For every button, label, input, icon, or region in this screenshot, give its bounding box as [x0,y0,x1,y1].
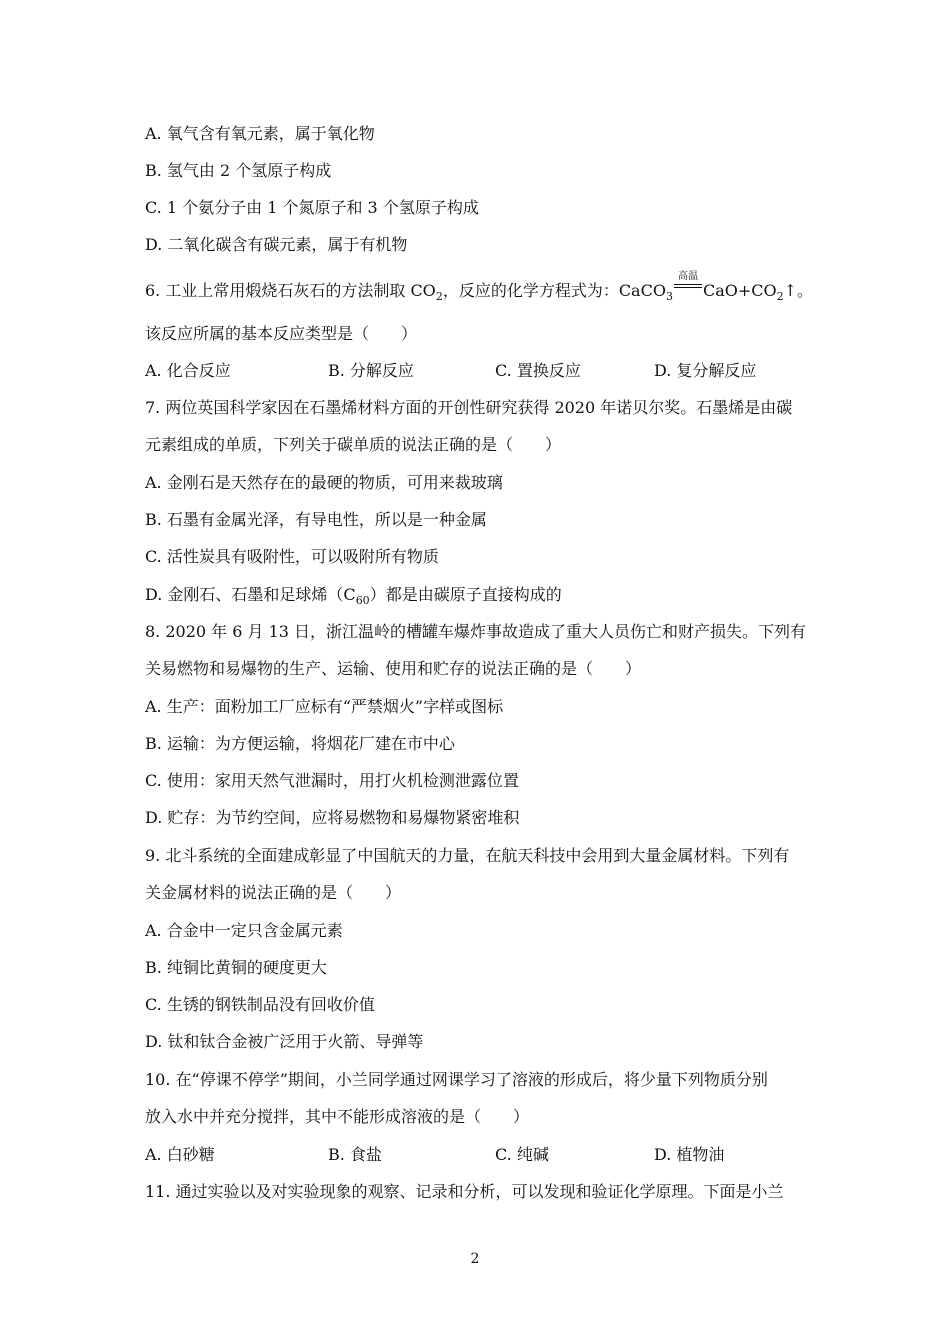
q6-option-b: B. 分解反应 [328,361,414,380]
q9-option-b: B. 纯铜比黄铜的硬度更大 [145,958,327,977]
q6-option-d: D. 复分解反应 [654,361,757,380]
q8-option-a: A. 生产：面粉加工厂应标有“严禁烟火”字样或图标 [145,697,504,716]
q7-option-a: A. 金刚石是天然存在的最硬的物质，可用来裁玻璃 [145,473,503,492]
q6-stem-text2: ，反应的化学方程式为：CaCO [442,281,666,300]
q9-stem-line1: 9. 北斗系统的全面建成彰显了中国航天的力量，在航天科技中会用到大量金属材料。下列有 [145,846,790,865]
q8-option-d: D. 贮存：为节约空间，应将易燃物和易爆物紧密堆积 [145,808,520,827]
q7-option-b: B. 石墨有金属光泽，有导电性，所以是一种金属 [145,510,487,529]
q9-stem-line2: 关金属材料的说法正确的是（ ） [145,883,402,902]
q6-sub-co2: 2 [435,290,443,303]
q6-stem-line2: 该反应所属的基本反应类型是（ ） [145,324,418,343]
q10-option-a: A. 白砂糖 [145,1145,215,1164]
q9-option-a: A. 合金中一定只含金属元素 [145,921,343,940]
q7-option-c: C. 活性炭具有吸附性，可以吸附所有物质 [145,547,439,566]
q6-stem-text3: CaO+CO [702,281,777,300]
q6-stem-text1: 6. 工业上常用煅烧石灰石的方法制取 CO [145,281,436,300]
equals-bar-bottom [674,287,702,288]
page-number: 2 [470,1251,480,1267]
q7-stem-line1: 7. 两位英国科学家因在石墨烯材料方面的开创性研究获得 2020 年诺贝尔奖。石墨烯是由碳 [145,398,793,417]
q5-option-a: A. 氧气含有氧元素，属于氧化物 [145,124,375,143]
q7-sub-c60: 60 [355,594,370,607]
q10-stem-line2: 放入水中并充分搅拌，其中不能形成溶液的是（ ） [145,1107,530,1126]
reaction-condition [674,271,702,296]
q5-option-b: B. 氢气由 2 个氢原子构成 [145,161,332,180]
q7-option-d-text2: ）都是由碳原子直接构成的 [369,585,562,604]
q10-option-b: B. 食盐 [328,1145,382,1164]
q10-stem-line1: 10. 在“停课不停学”期间，小兰同学通过网课学习了溶液的形成后，将少量下列物质分别 [145,1070,768,1089]
q7-option-d [145,584,820,606]
q8-stem-line1: 8. 2020 年 6 月 13 日，浙江温岭的槽罐车爆炸事故造成了重大人员伤亡和财产损失。下列有 [145,622,807,641]
q6-stem-text4: ↑。 [783,281,814,300]
q9-option-d: D. 钛和钛合金被广泛用于火箭、导弹等 [145,1032,424,1051]
q6-option-a: A. 化合反应 [145,361,231,380]
q6-option-c: C. 置换反应 [495,361,581,380]
q10-option-d: D. 植物油 [654,1145,725,1164]
q8-stem-line2: 关易燃物和易爆物的生产、运输、使用和贮存的说法正确的是（ ） [145,659,642,678]
q7-stem-line2: 元素组成的单质，下列关于碳单质的说法正确的是（ ） [145,435,562,454]
reaction-condition-label: 高温 [677,271,698,282]
equals-bar-top [674,284,702,285]
q10-option-c: C. 纯碱 [495,1145,549,1164]
q6-sub-co2-product: 2 [776,290,784,303]
q8-option-b: B. 运输：为方便运输，将烟花厂建在市中心 [145,734,455,753]
q6-stem-line1 [145,271,820,303]
q5-option-d: D. 二氧化碳含有碳元素，属于有机物 [145,235,408,254]
q5-option-c: C. 1 个氨分子由 1 个氮原子和 3 个氢原子构成 [145,198,479,217]
q11-stem-line1: 11. 通过实验以及对实验现象的观察、记录和分析，可以发现和验证化学原理。下面是小兰 [145,1182,784,1201]
q8-option-c: C. 使用：家用天然气泄漏时，用打火机检测泄露位置 [145,771,519,790]
q9-option-c: C. 生锈的钢铁制品没有回收价值 [145,995,375,1014]
q6-sub-caco3: 3 [665,290,673,303]
q7-option-d-text1: D. 金刚石、石墨和足球烯（C [145,585,356,604]
